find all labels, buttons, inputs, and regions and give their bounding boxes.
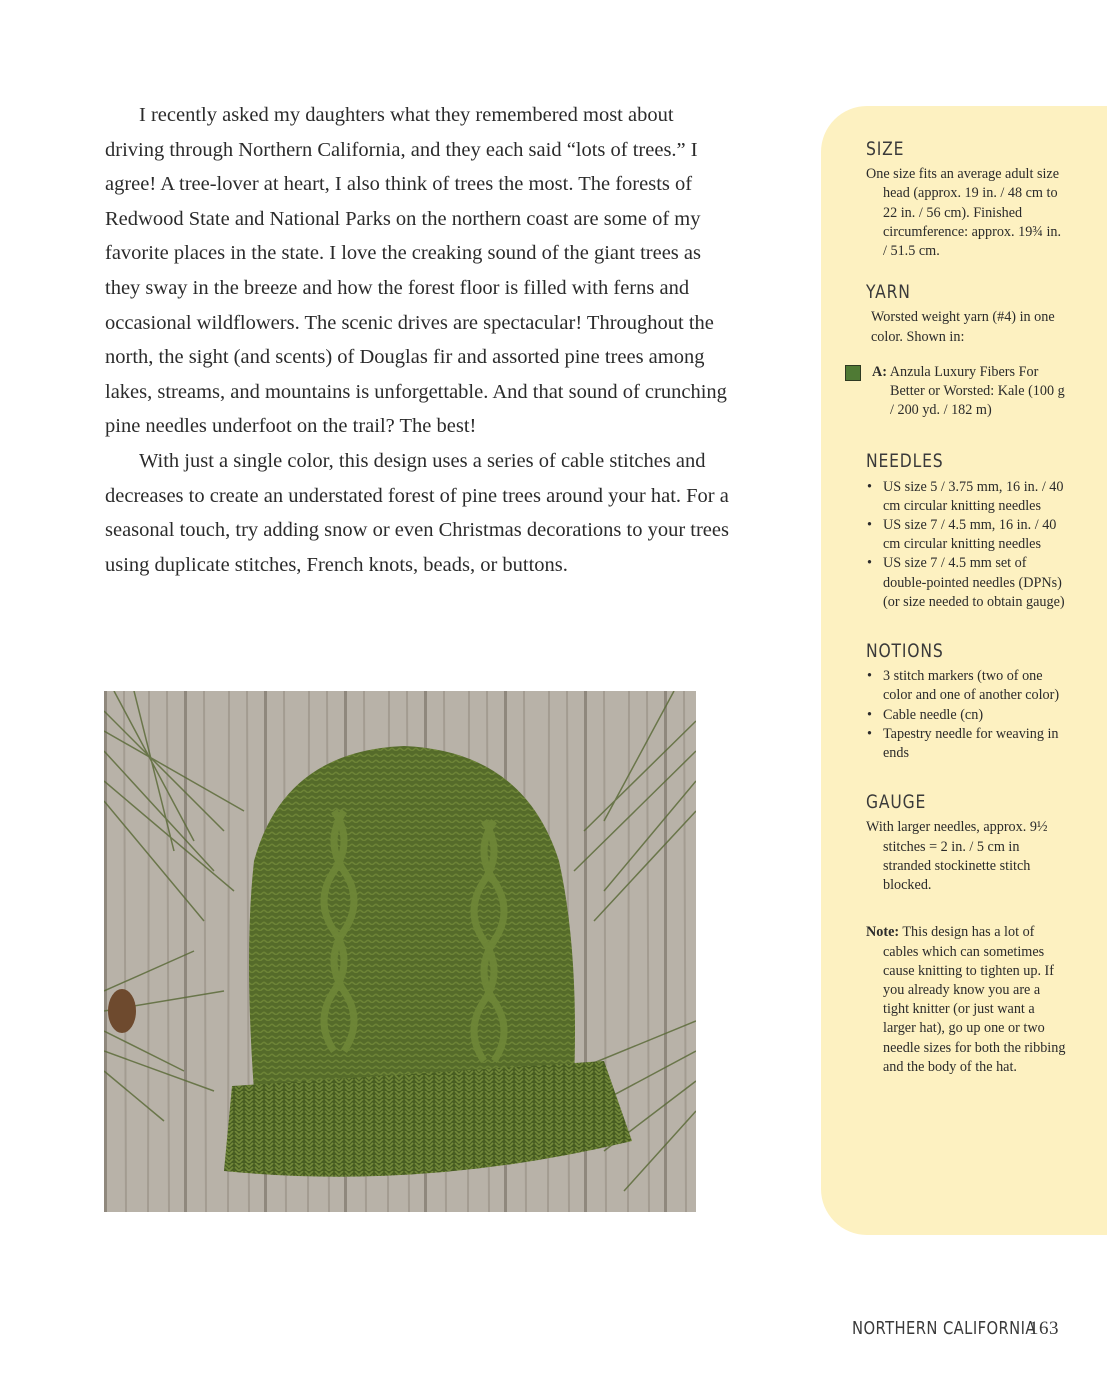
yarn-section bbox=[866, 283, 1066, 420]
size-section bbox=[866, 140, 1066, 261]
chapter-title: NORTHERN CALIFORNIA bbox=[852, 1318, 1036, 1339]
page-number: 163 bbox=[1029, 1318, 1059, 1339]
yarn-color-text: Anzula Luxury Fibers For Better or Worsted: Kale (100 g / 200 yd. / 182 m) bbox=[889, 363, 1065, 419]
size-text: One size fits an average adult size head (approx. 19 in. / 48 cm to 22 in. / 56 cm). Finished circumference: approx. 19¾ in. / 51.5 cm. bbox=[866, 166, 1062, 260]
gauge-section bbox=[866, 793, 1066, 895]
list-item: • 3 stitch markers (two of one color and one of another color) bbox=[866, 667, 1066, 705]
needles-list bbox=[866, 478, 1066, 612]
page-footer bbox=[852, 1318, 1076, 1339]
list-item: • Tapestry needle for weaving in ends bbox=[866, 725, 1066, 763]
notions-heading: NOTIONS bbox=[866, 640, 944, 663]
notions-section bbox=[866, 642, 1066, 763]
list-item: • US size 7 / 4.5 mm, 16 in. / 40 cm circular knitting needles bbox=[866, 516, 1066, 554]
gauge-heading: GAUGE bbox=[866, 791, 927, 814]
color-swatch-icon bbox=[845, 365, 861, 381]
needles-section bbox=[866, 452, 1066, 612]
yarn-heading: YARN bbox=[866, 281, 911, 304]
pattern-details bbox=[866, 140, 1066, 1099]
note-label: Note: bbox=[866, 924, 900, 941]
list-item: • US size 7 / 4.5 mm set of double-pointed needles (DPNs) (or size needed to obtain gauge) bbox=[866, 554, 1066, 612]
size-heading: SIZE bbox=[866, 138, 905, 160]
hat-photo bbox=[104, 691, 696, 1212]
list-item: • US size 5 / 3.75 mm, 16 in. / 40 cm circular knitting needles bbox=[866, 478, 1066, 516]
yarn-color-a bbox=[866, 363, 1066, 421]
gauge-text: With larger needles, approx. 9½ stitches = 2 in. / 5 cm in stranded stockinette stitch blocked. bbox=[866, 819, 1048, 894]
notions-list bbox=[866, 667, 1066, 763]
note-section bbox=[866, 923, 1066, 1077]
knitted-hat-image bbox=[104, 691, 696, 1212]
yarn-color-label: A: bbox=[872, 363, 887, 380]
intro-paragraph-1: I recently asked my daughters what they remembered most about driving through Northern California, and they each said “lots of trees.” I agree! A tree-lover at heart, I also think of trees the most. The forests of Redwood State and National Parks on the northern coast are some of my favorite places in the state. I love the creaking sound of the giant trees as they sway in the breeze and how the forest floor is filled with ferns and occasional wildflowers. The scenic drives are spectacular! Throughout the north, the sight (and scents) of Douglas fir and assorted pine trees among lakes, streams, and mountains is unforgettable. And that sound of crunching pine needles underfoot on the trail? The best! bbox=[105, 104, 727, 438]
yarn-text: Worsted weight yarn (#4) in one color. Shown in: bbox=[871, 309, 1055, 345]
intro-text bbox=[105, 98, 730, 582]
needles-heading: NEEDLES bbox=[866, 450, 944, 473]
list-item: • Cable needle (cn) bbox=[866, 706, 1066, 725]
intro-paragraph-2: With just a single color, this design uses a series of cable stitches and decreases to create an understated forest of pine trees around your hat. For a seasonal touch, try adding snow or even Christmas decorations to your trees using duplicate stitches, French knots, beads, or buttons. bbox=[105, 449, 729, 576]
note-text: This design has a lot of cables which can sometimes cause knitting to tighten up. If you already know you are a tight knitter (or just want a larger hat), go up one or two needle sizes for both the ribbing and the body of the hat. bbox=[883, 924, 1066, 1075]
